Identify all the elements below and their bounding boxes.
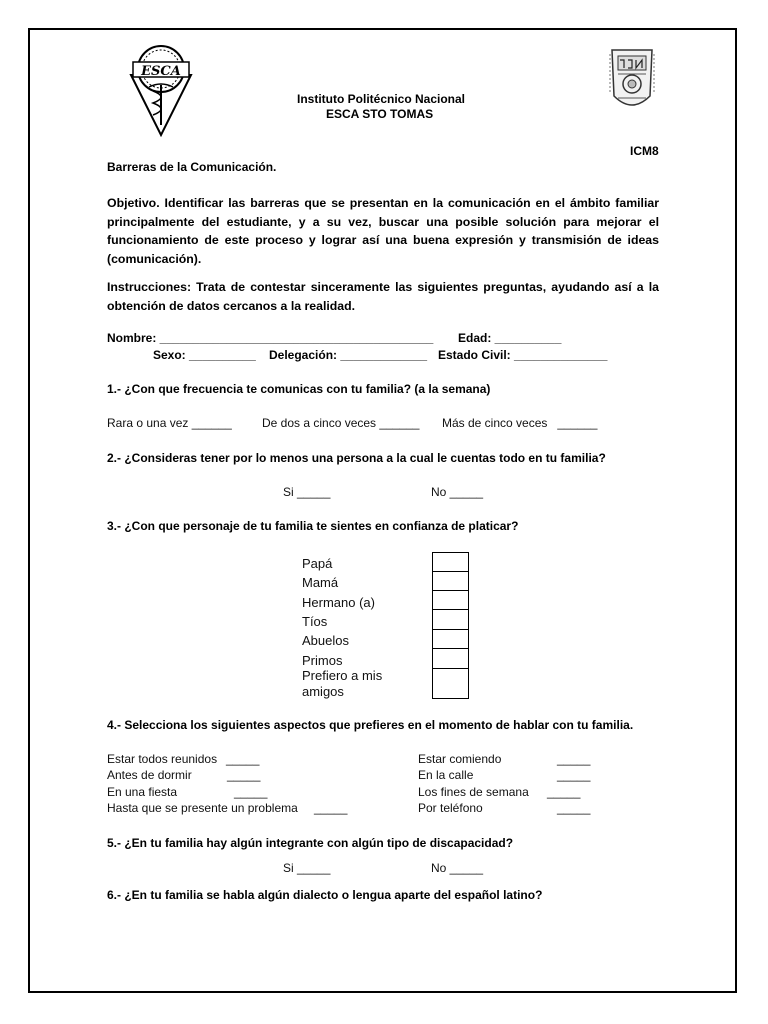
q4-right-3-blank[interactable]: _____ — [547, 785, 581, 799]
q3-option-abuelos: Abuelos — [302, 633, 349, 648]
q3-option-primos: Primos — [302, 653, 343, 668]
q4-left-1-label: Estar todos reunidos — [107, 752, 218, 766]
checkbox-hermano[interactable] — [432, 590, 469, 610]
q4-right-3-label: Los fines de semana — [418, 785, 529, 799]
q3-option-hermano: Hermano (a) — [302, 595, 375, 610]
q4-right-2-label: En la calle — [418, 768, 474, 782]
objective-paragraph: Objetivo. Identificar las barreras que se presentan en la comunicación en el ámbito familiar principalmente del estudiante, y a su vez, buscar una posible solución para mejorar el funcionamiento de este proceso y lograr así una buena expresión y transmisión de ideas (comunicación). — [107, 196, 659, 266]
question-1: 1.- ¿Con que frecuencia te comunicas con tu familia? (a la semana) — [107, 382, 491, 396]
ipn-logo — [606, 44, 658, 121]
edad-field[interactable]: Edad: __________ — [458, 331, 562, 345]
checkbox-tios[interactable] — [432, 609, 469, 630]
q3-option-papa: Papá — [302, 556, 333, 571]
document-title: Barreras de la Comunicación. — [107, 160, 277, 174]
q4-left-4-label: Hasta que se presente un problema — [107, 801, 298, 815]
q3-option-amigos-line2: amigos — [302, 684, 344, 699]
q4-right-4-label: Por teléfono — [418, 801, 483, 815]
form-code: ICM8 — [630, 144, 659, 158]
school-name: ESCA STO TOMAS — [326, 107, 434, 121]
question-2: 2.- ¿Consideras tener por lo menos una persona a la cual le cuentas todo en tu familia? — [107, 451, 606, 465]
checkbox-mama[interactable] — [432, 571, 469, 591]
q4-left-3-label: En una fiesta — [107, 785, 178, 799]
checkbox-papa[interactable] — [432, 552, 469, 572]
q4-left-4-blank[interactable]: _____ — [314, 801, 348, 815]
q4-right-4-blank[interactable]: _____ — [557, 801, 591, 815]
checkbox-abuelos[interactable] — [432, 629, 469, 649]
q3-option-tios: Tíos — [302, 614, 328, 629]
q2-yes[interactable]: Si _____ — [283, 485, 331, 499]
estado-civil-field[interactable]: Estado Civil: ______________ — [438, 348, 608, 362]
q4-left-2-label: Antes de dormir — [107, 768, 192, 782]
checkbox-amigos[interactable] — [432, 668, 469, 699]
q3-option-mama: Mamá — [302, 575, 339, 590]
question-6: 6.- ¿En tu familia se habla algún dialecto o lengua aparte del español latino? — [107, 888, 543, 902]
esca-logo-text: ESCA — [141, 64, 181, 79]
q1-option-3[interactable]: Más de cinco veces ______ — [442, 416, 598, 430]
q4-right-2-blank[interactable]: _____ — [557, 768, 591, 782]
q4-right-1-blank[interactable]: _____ — [557, 752, 591, 766]
q4-left-2-blank[interactable]: _____ — [227, 768, 261, 782]
q4-right-1-label: Estar comiendo — [418, 752, 502, 766]
q4-left-1-blank[interactable]: _____ — [226, 752, 260, 766]
sexo-field[interactable]: Sexo: __________ — [153, 348, 256, 362]
q5-no[interactable]: No _____ — [431, 861, 484, 875]
question-4: 4.- Selecciona los siguientes aspectos que prefieres en el momento de hablar con tu familia. — [107, 718, 634, 732]
q3-option-amigos-line1: Prefiero a mis — [302, 668, 383, 683]
q1-option-2[interactable]: De dos a cinco veces ______ — [262, 416, 420, 430]
q1-option-1[interactable]: Rara o una vez ______ — [107, 416, 232, 430]
instructions-paragraph: Instrucciones: Trata de contestar sinceramente las siguientes preguntas, ayudando así a la obtención de datos cercanos a la realidad. — [107, 280, 659, 313]
delegacion-field[interactable]: Delegación: _____________ — [269, 348, 428, 362]
question-3: 3.- ¿Con que personaje de tu familia te sientes en confianza de platicar? — [107, 519, 519, 533]
q2-no[interactable]: No _____ — [431, 485, 484, 499]
institute-name: Instituto Politécnico Nacional — [297, 92, 466, 106]
esca-logo — [125, 45, 197, 142]
q5-yes[interactable]: Si _____ — [283, 861, 331, 875]
checkbox-primos[interactable] — [432, 648, 469, 669]
question-5: 5.- ¿En tu familia hay algún integrante con algún tipo de discapacidad? — [107, 836, 514, 850]
nombre-field[interactable]: Nombre: _________________________________________ — [107, 331, 434, 345]
q4-left-3-blank[interactable]: _____ — [234, 785, 268, 799]
